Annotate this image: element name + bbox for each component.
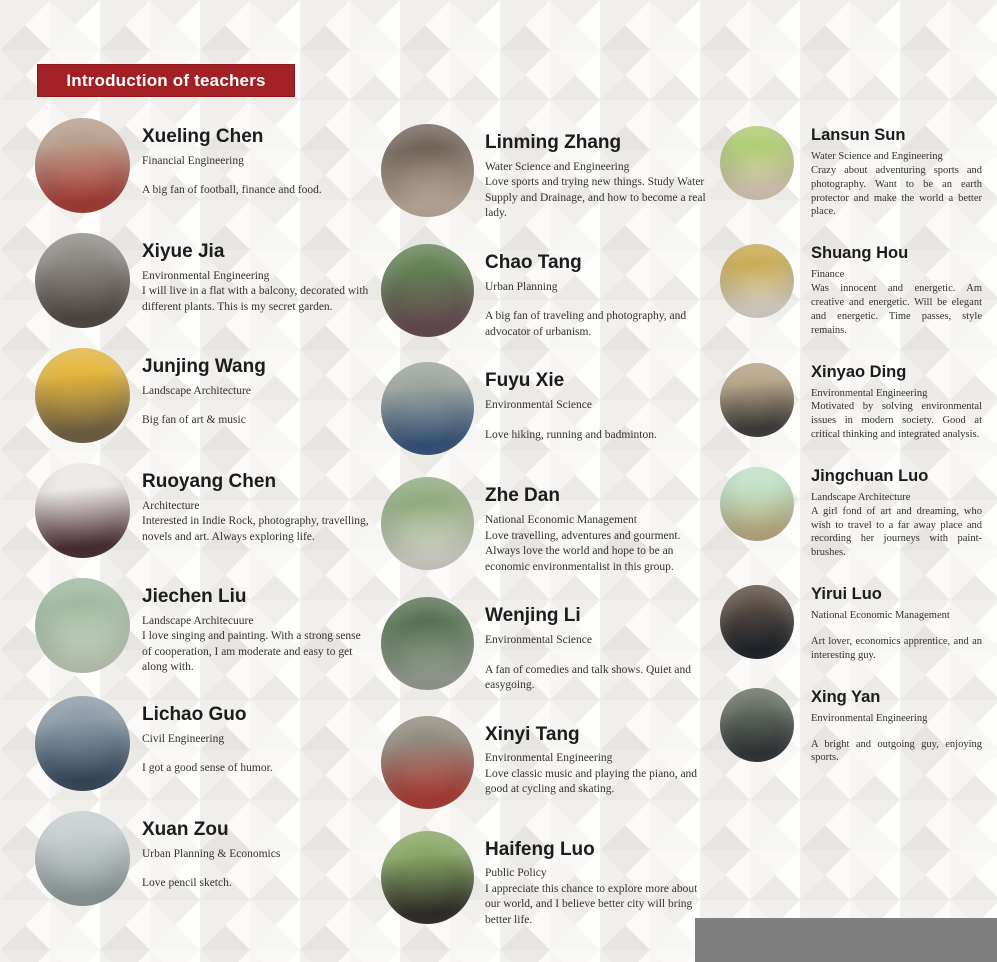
teacher-info xyxy=(811,244,982,337)
teacher-info xyxy=(811,688,982,766)
teacher-profile xyxy=(35,463,375,558)
teacher-name: Xing Yan xyxy=(811,687,881,706)
teacher-photo xyxy=(35,118,130,213)
teacher-photo xyxy=(720,585,794,659)
teacher-info xyxy=(811,363,982,442)
teacher-info xyxy=(485,244,711,340)
teacher-photo xyxy=(35,696,130,791)
teacher-bio: Big fan of art & music xyxy=(142,414,246,427)
teacher-name: Xiyue Jia xyxy=(142,241,225,262)
teacher-bio: I appreciate this chance to explore more about our world, and I believe better city will bring better life. xyxy=(485,882,698,926)
teacher-info xyxy=(811,467,982,560)
teacher-photo xyxy=(35,811,130,906)
teacher-profile xyxy=(381,831,711,929)
teacher-photo xyxy=(720,688,794,762)
teacher-name: Linming Zhang xyxy=(485,132,622,153)
teacher-field: Urban Planning & Economics xyxy=(142,847,281,860)
teacher-field: Architecture xyxy=(142,499,200,512)
teacher-bio: A girl fond of art and dreaming, who wish to travel to a far away place and recording her journeys with paint-brushes. xyxy=(811,505,982,559)
teacher-name: Wenjing Li xyxy=(485,605,581,627)
teacher-photo xyxy=(381,124,474,217)
teacher-photo xyxy=(381,597,474,690)
teacher-info xyxy=(485,597,711,693)
teacher-profile xyxy=(381,597,711,693)
teacher-field: Landscape Architecuure xyxy=(142,614,254,627)
teacher-photo xyxy=(35,463,130,558)
teacher-photo xyxy=(35,233,130,328)
teacher-name: Junjing Wang xyxy=(142,356,266,377)
teacher-name: Lansun Sun xyxy=(811,126,906,144)
teacher-field: Public Policy xyxy=(485,867,547,880)
teacher-field: Environmental Engineering xyxy=(811,387,928,399)
teacher-profile xyxy=(35,118,375,213)
teacher-name: Xinyao Ding xyxy=(811,362,907,381)
teacher-profile xyxy=(35,348,375,443)
teacher-bio: Love classic music and playing the piano, and good at cycling and skating. xyxy=(485,767,698,796)
teacher-name: Jingchuan Luo xyxy=(811,466,929,485)
teacher-name: Yirui Luo xyxy=(811,585,882,604)
teacher-field: Urban Planning xyxy=(485,280,558,293)
teacher-field: Environmental Engineering xyxy=(485,752,613,765)
teacher-profile xyxy=(35,696,375,791)
teacher-info xyxy=(485,716,711,798)
teacher-bio: Art lover, economics apprentice, and an interesting guy. xyxy=(811,636,982,661)
teacher-bio: I love singing and painting. With a strong sense of cooperation, I am moderate and easy to get along with. xyxy=(142,630,361,674)
teacher-info xyxy=(142,463,372,545)
teacher-bio: Love hiking, running and badminton. xyxy=(485,428,657,441)
teacher-bio: A big fan of traveling and photography, and advocator of urbanism. xyxy=(485,310,687,338)
teacher-name: Ruoyang Chen xyxy=(142,471,277,492)
teacher-photo xyxy=(35,578,130,673)
teacher-profile xyxy=(720,467,982,560)
teacher-name: Xueling Chen xyxy=(142,126,264,147)
teacher-profile xyxy=(720,126,982,219)
teacher-bio: A big fan of football, finance and food. xyxy=(142,184,322,197)
teacher-field: National Economic Management xyxy=(485,514,638,527)
teacher-bio: Was innocent and energetic. Am creative and energetic. Will be elegant and energetic. Time passes, style remains. xyxy=(811,283,982,336)
teacher-info xyxy=(142,696,372,777)
teacher-info xyxy=(142,811,372,892)
teacher-name: Fuyu Xie xyxy=(485,370,565,392)
teacher-field: Finance xyxy=(811,269,845,281)
teacher-bio: I will live in a flat with a balcony, decorated with different plants. This is my secret garden. xyxy=(142,285,369,313)
teacher-profile xyxy=(381,362,711,455)
teacher-profile xyxy=(720,363,982,442)
teacher-profile xyxy=(720,688,982,766)
teacher-info xyxy=(485,124,711,222)
teacher-field: Environmental Science xyxy=(485,399,592,412)
teacher-photo xyxy=(720,244,794,318)
teacher-profile xyxy=(381,716,711,809)
teacher-column-3 xyxy=(720,126,982,790)
teacher-field: Environmental Science xyxy=(485,634,592,647)
teacher-name: Haifeng Luo xyxy=(485,838,595,860)
teacher-name: Zhe Dan xyxy=(485,485,560,507)
footer-bar xyxy=(695,918,997,962)
teacher-bio: Love travelling, adventures and gourment. Always love the world and hope to be an economic environmentalist in this group. xyxy=(485,529,681,573)
teacher-field: Water Science and Engineering xyxy=(811,150,943,162)
page-title: Introduction of teachers xyxy=(66,70,266,90)
teacher-column-1 xyxy=(35,118,375,926)
teacher-field: Environmental Engineering xyxy=(811,712,928,724)
teacher-field: Landscape Architecture xyxy=(142,384,251,397)
teacher-info xyxy=(142,578,372,676)
teacher-name: Shuang Hou xyxy=(811,244,909,263)
teacher-info xyxy=(485,362,711,443)
teacher-field: Civil Engineering xyxy=(142,732,225,745)
teacher-info xyxy=(142,233,372,315)
teacher-photo xyxy=(381,362,474,455)
teacher-bio: A fan of comedies and talk shows. Quiet and easygoing. xyxy=(485,663,691,692)
teacher-name: Lichao Guo xyxy=(142,703,247,725)
teacher-column-2 xyxy=(381,124,711,951)
teacher-photo xyxy=(381,244,474,337)
teacher-info xyxy=(811,126,982,219)
teacher-photo xyxy=(720,126,794,200)
teacher-photo xyxy=(720,467,794,541)
teacher-name: Jiechen Liu xyxy=(142,586,247,607)
teacher-info xyxy=(485,831,711,929)
teacher-info xyxy=(485,477,711,575)
teacher-name: Xinyi Tang xyxy=(485,723,580,745)
teacher-profile xyxy=(35,578,375,676)
teacher-profile xyxy=(35,811,375,906)
teacher-photo xyxy=(381,477,474,570)
teacher-photo xyxy=(35,348,130,443)
teacher-profile xyxy=(381,477,711,575)
teacher-field: Water Science and Engineering xyxy=(485,160,630,173)
teacher-field: National Economic Management xyxy=(811,610,950,622)
teacher-bio: A bright and outgoing guy, enjoying sports. xyxy=(811,738,982,764)
teacher-profile xyxy=(720,585,982,663)
teacher-profile xyxy=(381,124,711,222)
teacher-info xyxy=(142,118,372,199)
teacher-bio: Motivated by solving environmental issues in modern society. Good at critical thinking and integrated analysis. xyxy=(811,401,982,441)
teacher-profile xyxy=(720,244,982,337)
teacher-bio: Interested in Indie Rock, photography, travelling, novels and art. Always exploring life. xyxy=(142,515,369,543)
teacher-photo xyxy=(720,363,794,437)
teacher-bio: Crazy about adventuring sports and photography. Want to be an earth protector and make the world a better place. xyxy=(811,164,982,218)
teacher-name: Chao Tang xyxy=(485,251,582,273)
teacher-info xyxy=(811,585,982,663)
teacher-bio: Love pencil sketch. xyxy=(142,877,232,890)
teacher-bio: I got a good sense of humor. xyxy=(142,762,273,775)
teacher-info xyxy=(142,348,372,429)
teacher-profile xyxy=(35,233,375,328)
page-title-banner xyxy=(37,64,295,97)
teacher-field: Landscape Architecture xyxy=(811,491,911,503)
teacher-profile xyxy=(381,244,711,340)
teacher-bio: Love sports and trying new things. Study Water Supply and Drainage, and how to become a real lady. xyxy=(485,176,706,220)
teacher-name: Xuan Zou xyxy=(142,818,229,840)
teacher-photo xyxy=(381,831,474,924)
teacher-field: Environmental Engineering xyxy=(142,269,270,282)
teacher-photo xyxy=(381,716,474,809)
teacher-field: Financial Engineering xyxy=(142,154,244,167)
